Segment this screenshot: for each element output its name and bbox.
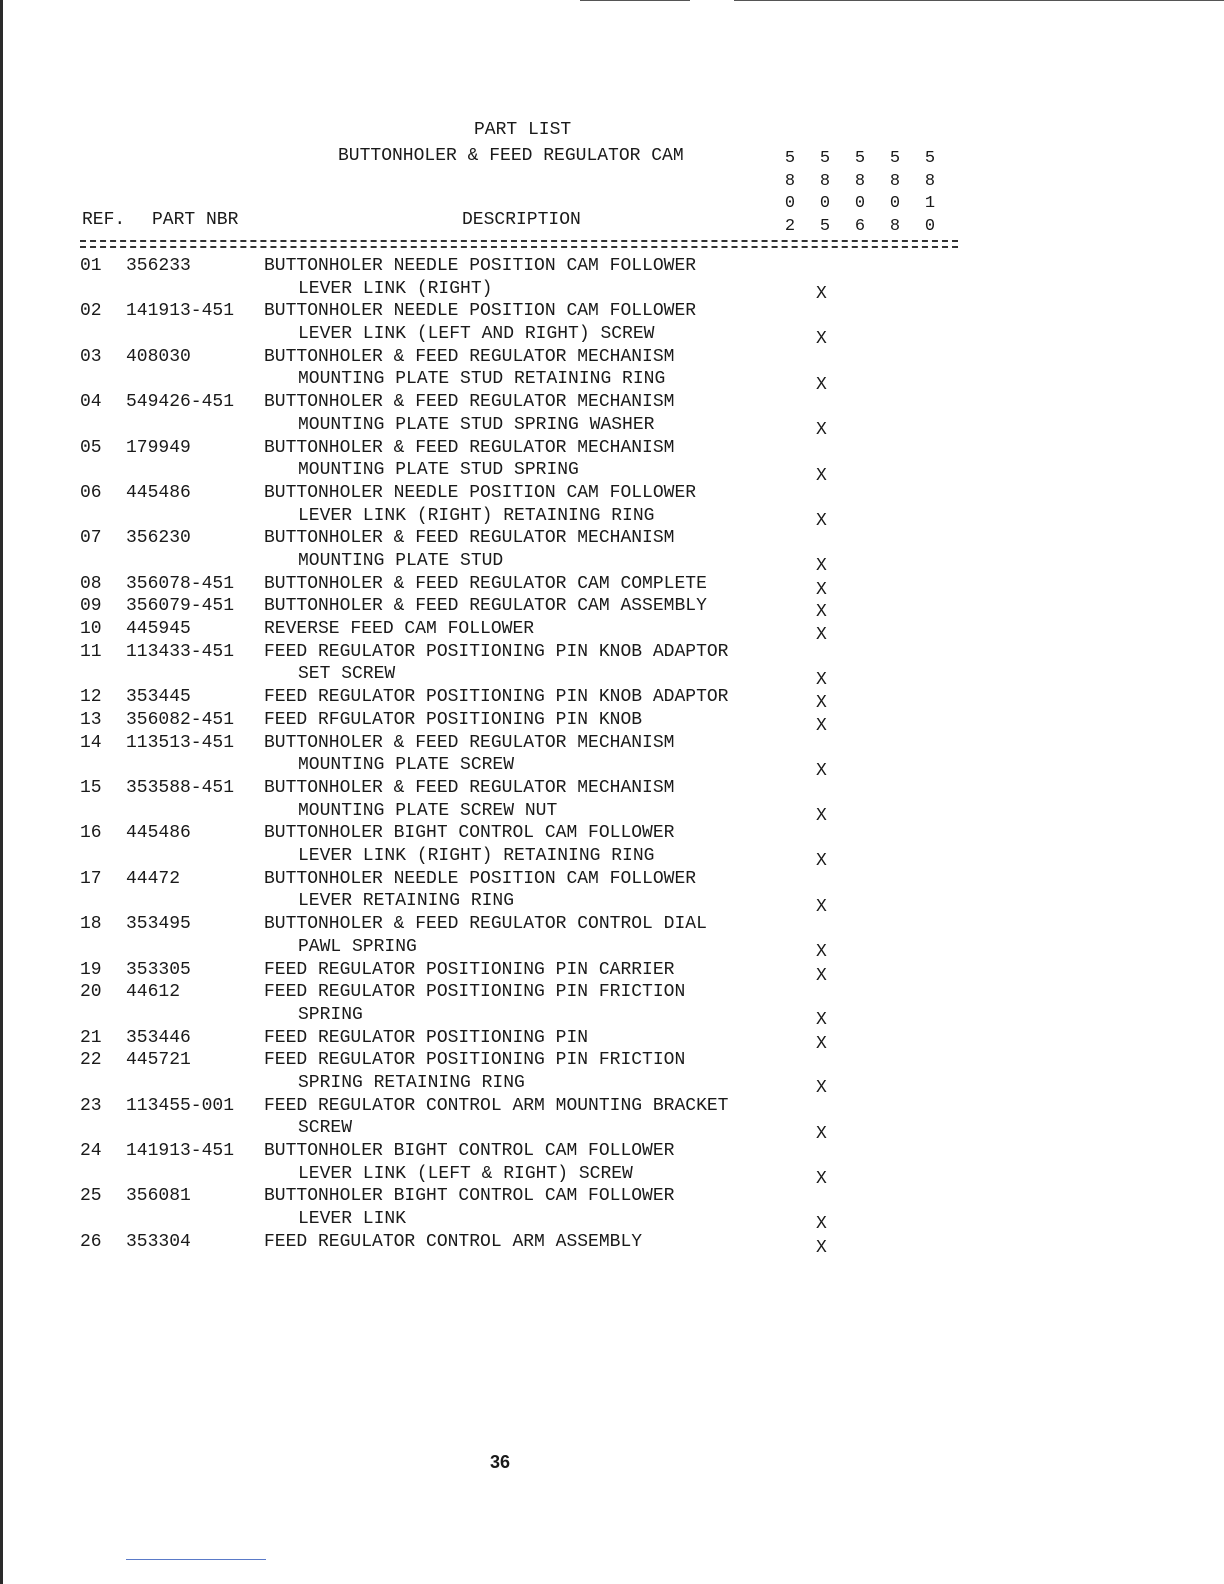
- model-check-mark: X: [816, 1237, 827, 1258]
- description-line: FEED REGULATOR POSITIONING PIN CARRIER: [264, 959, 675, 980]
- model-digit: 0: [924, 216, 936, 236]
- ref-number: 23: [80, 1095, 102, 1116]
- description-line: BUTTONHOLER & FEED REGULATOR MECHANISM: [264, 777, 675, 798]
- column-header-description: DESCRIPTION: [462, 210, 581, 230]
- ref-number: 03: [80, 346, 102, 367]
- description-line: BUTTONHOLER BIGHT CONTROL CAM FOLLOWER: [264, 1186, 675, 1207]
- part-number: 356230: [126, 528, 191, 549]
- part-number: 44472: [126, 868, 181, 889]
- model-check-mark: X: [816, 942, 827, 963]
- table-row: [0, 596, 1224, 623]
- model-check-mark: X: [816, 284, 827, 304]
- table-row: [0, 437, 1224, 486]
- ref-number: 26: [80, 1231, 102, 1252]
- part-number: 141913-451: [126, 1141, 235, 1162]
- model-check-mark: X: [816, 851, 827, 872]
- part-number: 356079-451: [126, 596, 235, 617]
- description-line: BUTTONHOLER & FEED REGULATOR MECHANISM: [264, 346, 675, 367]
- description-line: BUTTONHOLER NEEDLE POSITION CAM FOLLOWER: [264, 482, 697, 503]
- part-number: 356081: [126, 1186, 191, 1207]
- ref-number: 18: [80, 914, 102, 935]
- part-number: 113455-001: [126, 1095, 235, 1116]
- description-continuation: MOUNTING PLATE STUD SPRING WASHER: [298, 414, 655, 435]
- table-row: [0, 823, 1224, 872]
- table-row: [0, 1095, 1224, 1144]
- description-line: FEED RFGULATOR POSITIONING PIN KNOB: [264, 709, 643, 730]
- part-number: 356078-451: [126, 573, 235, 594]
- description-line: BUTTONHOLER & FEED REGULATOR MECHANISM: [264, 392, 675, 413]
- table-row: [0, 914, 1224, 963]
- description-continuation: MOUNTING PLATE STUD SPRING: [298, 460, 579, 481]
- parts-table: [0, 256, 1224, 1258]
- description-continuation: SPRING RETAINING RING: [298, 1072, 525, 1093]
- part-number: 353445: [126, 687, 191, 708]
- model-check-mark: X: [816, 1033, 827, 1054]
- column-header-ref: REF.: [82, 210, 126, 230]
- part-number: 353304: [126, 1231, 191, 1252]
- ref-number: 17: [80, 868, 102, 889]
- part-number: 179949: [126, 437, 191, 458]
- description-line: REVERSE FEED CAM FOLLOWER: [264, 619, 535, 640]
- model-digit: 0: [889, 194, 901, 213]
- ref-number: 09: [80, 596, 102, 617]
- model-digit: 8: [819, 171, 831, 191]
- table-row: [0, 1231, 1224, 1258]
- model-column: [780, 148, 800, 238]
- ref-number: 06: [80, 482, 102, 503]
- top-scan-mark: [734, 0, 1224, 1]
- model-check-mark: X: [816, 760, 827, 781]
- part-number: 445721: [126, 1050, 191, 1071]
- description-line: BUTTONHOLER BIGHT CONTROL CAM FOLLOWER: [264, 1141, 675, 1162]
- table-row: [0, 777, 1224, 826]
- table-row: [0, 482, 1224, 531]
- description-line: BUTTONHOLER NEEDLE POSITION CAM FOLLOWER: [264, 868, 697, 889]
- part-number: 445945: [126, 619, 191, 640]
- ref-number: 05: [80, 437, 102, 458]
- model-digit: 8: [889, 171, 901, 191]
- description-line: BUTTONHOLER NEEDLE POSITION CAM FOLLOWER: [264, 301, 697, 322]
- table-row: [0, 732, 1224, 781]
- description-continuation: LEVER LINK (RIGHT): [298, 278, 493, 299]
- description-line: BUTTONHOLER & FEED REGULATOR MECHANISM: [264, 437, 675, 458]
- part-number: 353305: [126, 959, 191, 980]
- model-digit: 5: [854, 149, 866, 168]
- model-check-mark: X: [816, 420, 827, 441]
- part-number: 113433-451: [126, 641, 235, 662]
- description-line: BUTTONHOLER & FEED REGULATOR MECHANISM: [264, 528, 675, 549]
- description-continuation: MOUNTING PLATE STUD: [298, 551, 504, 572]
- model-check-mark: X: [816, 1214, 827, 1235]
- description-continuation: MOUNTING PLATE STUD RETAINING RING: [298, 369, 666, 390]
- part-number: 549426-451: [126, 392, 235, 413]
- model-digit: 5: [784, 149, 796, 168]
- description-line: FEED REGULATOR CONTROL ARM ASSEMBLY: [264, 1231, 643, 1252]
- part-number: 141913-451: [126, 301, 235, 322]
- part-number: 445486: [126, 482, 191, 503]
- table-row: [0, 256, 1224, 304]
- description-continuation: LEVER LINK (LEFT AND RIGHT) SCREW: [298, 324, 655, 345]
- model-check-mark: X: [816, 1078, 827, 1099]
- model-digit: 8: [854, 171, 866, 191]
- description-line: BUTTONHOLER & FEED REGULATOR CAM COMPLETE: [264, 573, 707, 594]
- description-continuation: PAWL SPRING: [298, 936, 417, 957]
- model-digit: 8: [889, 216, 901, 236]
- top-scan-mark: [580, 0, 690, 1]
- model-digit: 8: [924, 171, 936, 191]
- model-column: [920, 148, 940, 238]
- model-digit: 8: [784, 171, 796, 191]
- ref-number: 04: [80, 392, 102, 413]
- model-check-mark: X: [816, 579, 827, 600]
- ref-number: 15: [80, 777, 102, 798]
- ref-number: 07: [80, 528, 102, 549]
- description-line: FEED REGULATOR POSITIONING PIN KNOB ADAPTOR: [264, 687, 729, 708]
- model-digit: 6: [854, 216, 866, 236]
- ref-number: 25: [80, 1186, 102, 1207]
- table-row: [0, 1186, 1224, 1235]
- description-line: BUTTONHOLER & FEED REGULATOR CONTROL DIAL: [264, 914, 707, 935]
- model-check-mark: X: [816, 602, 827, 623]
- ref-number: 24: [80, 1141, 102, 1162]
- part-number: 44612: [126, 982, 181, 1003]
- table-row: [0, 528, 1224, 577]
- model-check-mark: X: [816, 465, 827, 486]
- ref-number: 14: [80, 732, 102, 753]
- model-digit: 5: [819, 149, 831, 168]
- part-number: 113513-451: [126, 732, 235, 753]
- model-check-mark: X: [816, 693, 827, 714]
- model-check-mark: X: [816, 556, 827, 577]
- table-row: [0, 1141, 1224, 1190]
- description-continuation: LEVER LINK (LEFT & RIGHT) SCREW: [298, 1163, 633, 1184]
- table-row: [0, 982, 1224, 1031]
- ref-number: 13: [80, 709, 102, 730]
- ref-number: 21: [80, 1027, 102, 1048]
- description-continuation: SCREW: [298, 1118, 353, 1139]
- model-check-mark: X: [816, 329, 827, 350]
- page-subtitle: BUTTONHOLER & FEED REGULATOR CAM: [338, 146, 684, 166]
- ref-number: 01: [80, 256, 102, 276]
- table-row: [0, 392, 1224, 441]
- table-row: [0, 709, 1224, 736]
- description-line: BUTTONHOLER NEEDLE POSITION CAM FOLLOWER: [264, 256, 697, 276]
- model-column: [815, 148, 835, 238]
- header-divider: [80, 240, 958, 248]
- description-line: FEED REGULATOR POSITIONING PIN FRICTION: [264, 1050, 686, 1071]
- model-check-mark: X: [816, 374, 827, 395]
- description-line: FEED REGULATOR POSITIONING PIN KNOB ADAPTOR: [264, 641, 729, 662]
- model-digit: 0: [784, 194, 796, 213]
- model-check-mark: X: [816, 510, 827, 531]
- model-digit: 5: [819, 216, 831, 236]
- table-row: [0, 1050, 1224, 1099]
- description-continuation: SPRING: [298, 1004, 363, 1025]
- description-line: FEED REGULATOR POSITIONING PIN FRICTION: [264, 982, 686, 1003]
- model-digit: 0: [854, 194, 866, 213]
- ref-number: 20: [80, 982, 102, 1003]
- part-number: 353495: [126, 914, 191, 935]
- model-check-mark: X: [816, 1169, 827, 1190]
- description-continuation: MOUNTING PLATE SCREW: [298, 755, 515, 776]
- model-check-mark: X: [816, 805, 827, 826]
- page-title: PART LIST: [474, 120, 572, 140]
- table-row: [0, 868, 1224, 917]
- description-line: BUTTONHOLER & FEED REGULATOR MECHANISM: [264, 732, 675, 753]
- model-digit: 1: [924, 194, 936, 213]
- model-digit: 5: [889, 149, 901, 168]
- part-number: 356082-451: [126, 709, 235, 730]
- part-number: 353446: [126, 1027, 191, 1048]
- model-check-mark: X: [816, 625, 827, 646]
- description-continuation: LEVER LINK (RIGHT) RETAINING RING: [298, 846, 655, 867]
- ref-number: 12: [80, 687, 102, 708]
- model-check-mark: X: [816, 896, 827, 917]
- ref-number: 19: [80, 959, 102, 980]
- ref-number: 02: [80, 301, 102, 322]
- table-row: [0, 619, 1224, 646]
- table-row: [0, 687, 1224, 714]
- model-check-mark: X: [816, 1123, 827, 1144]
- ref-number: 16: [80, 823, 102, 844]
- bottom-scan-mark: [126, 1559, 266, 1560]
- description-line: BUTTONHOLER BIGHT CONTROL CAM FOLLOWER: [264, 823, 675, 844]
- part-number: 356233: [126, 256, 191, 276]
- part-number: 408030: [126, 346, 191, 367]
- description-continuation: MOUNTING PLATE SCREW NUT: [298, 800, 558, 821]
- description-continuation: LEVER LINK: [298, 1209, 407, 1230]
- table-row: [0, 641, 1224, 690]
- description-line: FEED REGULATOR POSITIONING PIN: [264, 1027, 589, 1048]
- part-number: 353588-451: [126, 777, 235, 798]
- ref-number: 10: [80, 619, 102, 640]
- model-check-mark: X: [816, 715, 827, 736]
- model-check-mark: X: [816, 1010, 827, 1031]
- description-continuation: LEVER RETAINING RING: [298, 891, 515, 912]
- model-check-mark: X: [816, 669, 827, 690]
- model-column: [850, 148, 870, 238]
- table-row: [0, 573, 1224, 600]
- table-row: [0, 959, 1224, 986]
- model-digit: 5: [924, 149, 936, 168]
- part-number: 445486: [126, 823, 191, 844]
- model-column: [885, 148, 905, 238]
- ref-number: 08: [80, 573, 102, 594]
- description-continuation: LEVER LINK (RIGHT) RETAINING RING: [298, 505, 655, 526]
- model-digit: 0: [819, 194, 831, 213]
- model-check-mark: X: [816, 965, 827, 986]
- description-continuation: SET SCREW: [298, 664, 396, 685]
- table-row: [0, 346, 1224, 395]
- ref-number: 11: [80, 641, 102, 662]
- table-row: [0, 301, 1224, 350]
- description-line: FEED REGULATOR CONTROL ARM MOUNTING BRACKET: [264, 1095, 729, 1116]
- model-digit: 2: [784, 216, 796, 236]
- ref-number: 22: [80, 1050, 102, 1071]
- table-row: [0, 1027, 1224, 1054]
- description-line: BUTTONHOLER & FEED REGULATOR CAM ASSEMBLY: [264, 596, 707, 617]
- column-header-part-number: PART NBR: [152, 210, 239, 230]
- page-number: 36: [489, 1452, 511, 1472]
